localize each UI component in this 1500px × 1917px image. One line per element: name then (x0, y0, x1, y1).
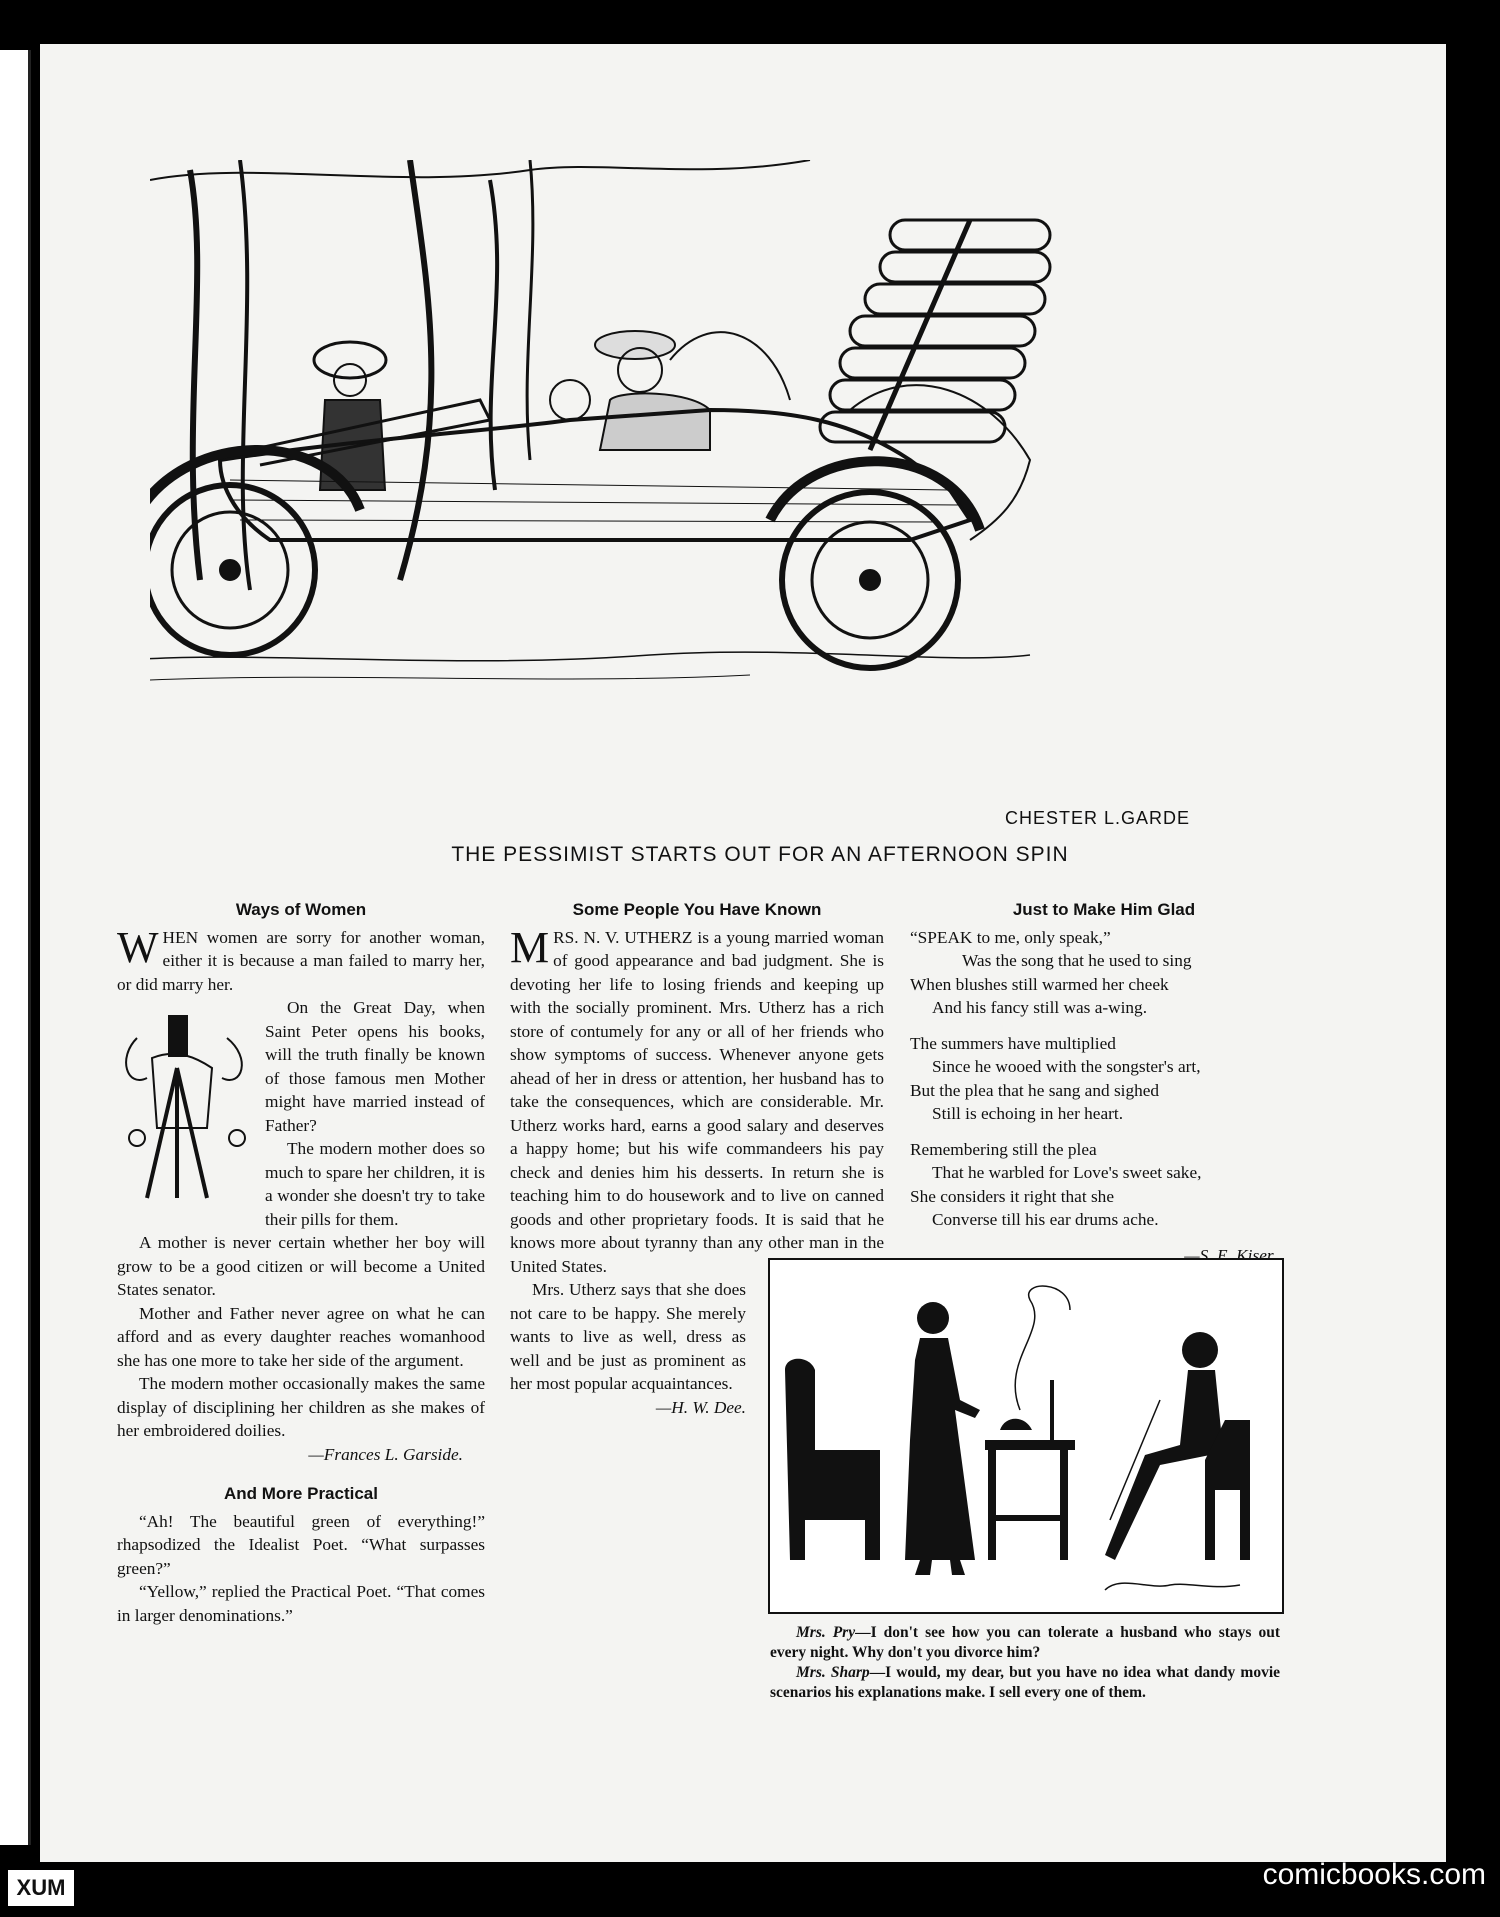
footer-label: XUM (8, 1870, 74, 1906)
poem-line: The summers have multiplied (910, 1033, 1116, 1053)
poem-line: That he warbled for Love's sweet sake, (932, 1163, 1202, 1182)
poem-line: Since he wooed with the songster's art, (932, 1057, 1201, 1076)
photographer-sketch-illustration (117, 998, 257, 1230)
dialogue-text: —I would, my dear, but you have no idea what dandy movie scenarios his explanations make. I sell every one of them. (770, 1664, 1281, 1701)
dialogue-line (770, 1663, 1280, 1703)
speaker-name: Mrs. Sharp (796, 1664, 870, 1681)
article-paragraph: Mother and Father never agree on what he can afford and as every daughter reaches womanhood she has one more to take her side of the argument. (117, 1303, 485, 1370)
watermark: comicbooks.com (1262, 1858, 1486, 1891)
poem-title: Just to Make Him Glad (1012, 900, 1196, 919)
article-paragraph: Mrs. Utherz says that she does not care to be happy. She merely wants to live as well, dress as well and be just as prominent as her most popular acquaintances. (510, 1280, 746, 1393)
article-paragraph: A mother is never certain whether her boy will grow to be a good citizen or will become a United States senator. (117, 1233, 485, 1299)
poem-line: Still is echoing in her heart. (932, 1104, 1124, 1123)
silhouette-caption (770, 1623, 1280, 1703)
poem-line: She considers it right that she (910, 1186, 1114, 1206)
poem-stanza (910, 1138, 1298, 1232)
article-title: And More Practical (224, 1484, 378, 1503)
column-poem (910, 898, 1298, 1267)
poem-line: “SPEAK to me, only speak,” (910, 927, 1111, 947)
author-signature: —S. E. Kiser. (1184, 1245, 1276, 1265)
silhouette-illustration (768, 1258, 1284, 1614)
author-signature: —H. W. Dee. (655, 1397, 746, 1417)
poem-stanza (910, 926, 1298, 1020)
paragraph-text: RS. N. V. UTHERZ is a young married woman of good appearance and bad judgment. She is devoting her life to losing friends and keeping up with the socially prominent. Mrs. Utherz has a rich store of contumely for any or all of her friends who show symptoms of success. Whenever anyone gets ahead of her in dress or attention, her husband has to take the consequences, which are considerable. Mr. Utherz works hard, earns a good salary and deserves a happy home; but his wife commandeers his pay check and denies him his desserts. In return she is teaching him to do housework and to live on canned goods and other proprietary foods. It is said that he knows more about tyranny than any other man in the United States. (510, 927, 884, 1276)
drop-cap: M (510, 922, 550, 972)
article-paragraph (510, 922, 884, 1279)
poem-line: But the plea that he sang and sighed (910, 1080, 1160, 1100)
paragraph-text: HEN women are sorry for another woman, either it is because a man failed to marry her, or did marry her. (117, 927, 485, 994)
poem-line: When blushes still warmed her cheek (910, 974, 1169, 994)
article-paragraph: On the Great Day, when Saint Peter opens his books, will the truth finally be known of those famous men Mother might have married instead of Father? (265, 998, 485, 1135)
left-page-spine (0, 50, 31, 1845)
poem-line: Was the song that he used to sing (962, 951, 1192, 970)
artist-signature: CHESTER L.GARDE (1005, 808, 1191, 828)
article-paragraph: “Ah! The beautiful green of everything!” rhapsodized the Idealist Poet. “What surpasses green?” (117, 1511, 485, 1578)
poem-line: And his fancy still was a-wing. (932, 998, 1148, 1017)
poem-line: Converse till his ear drums ache. (932, 1210, 1159, 1229)
article-title: Ways of Women (235, 900, 367, 919)
article-paragraph: The modern mother does so much to spare her children, it is a wonder she doesn't try to take their pills for them. (265, 1139, 485, 1229)
car-cartoon-illustration (150, 160, 1270, 840)
column-ways-of-women (117, 898, 485, 1627)
cartoon-caption: THE PESSIMIST STARTS OUT FOR AN AFTERNOON SPIN (451, 843, 1069, 866)
article-paragraph (117, 922, 485, 997)
article-paragraph: “Yellow,” replied the Practical Poet. “That comes in larger denominations.” (117, 1582, 485, 1625)
speaker-name: Mrs. Pry (796, 1624, 856, 1641)
poem-stanza (910, 1032, 1298, 1126)
article-paragraph: The modern mother occasionally makes the same display of disciplining her children as she makes of her embroidered doilies. (117, 1374, 485, 1440)
poem-line: Remembering still the plea (910, 1139, 1097, 1159)
dialogue-text: —I don't see how you can tolerate a husband who stays out every night. Why don't you divorce him? (770, 1624, 1280, 1661)
author-signature: —Frances L. Garside. (308, 1444, 463, 1464)
article-title: Some People You Have Known (572, 900, 822, 919)
drop-cap: W (117, 922, 159, 972)
dialogue-line (770, 1623, 1280, 1663)
